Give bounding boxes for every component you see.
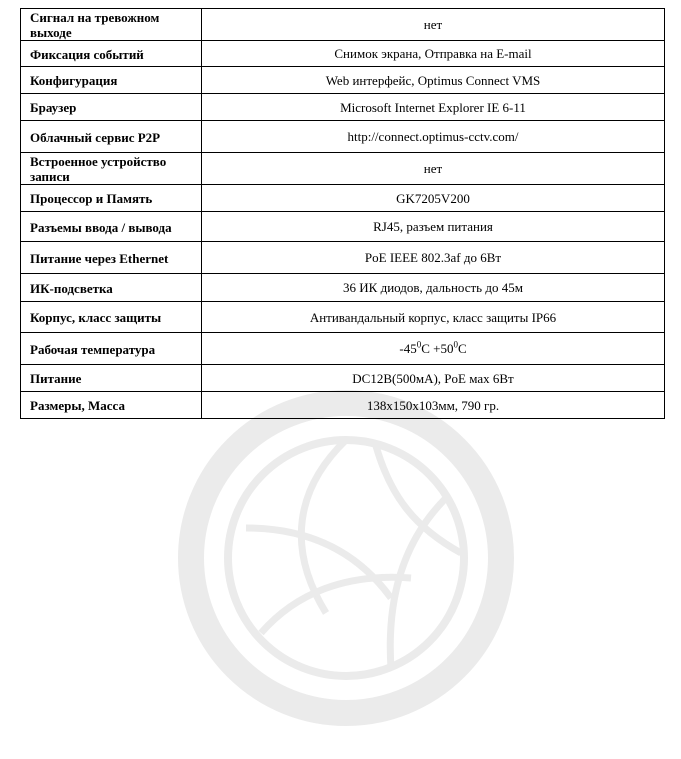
specification-table xyxy=(20,8,665,419)
value-cell xyxy=(202,333,665,365)
value-cell: Web интерфейс, Optimus Connect VMS xyxy=(202,67,665,94)
param-cell: Размеры, Масса xyxy=(21,392,202,419)
value-cell: Снимок экрана, Отправка на E-mail xyxy=(202,41,665,67)
value-cell: GK7205V200 xyxy=(202,185,665,212)
param-cell: Фиксация событий xyxy=(21,41,202,67)
param-cell: Облачный сервис P2P xyxy=(21,121,202,153)
table-row xyxy=(21,392,665,419)
param-cell: Питание xyxy=(21,365,202,392)
value-cell: http://connect.optimus-cctv.com/ xyxy=(202,121,665,153)
table-row xyxy=(21,153,665,185)
table-row xyxy=(21,242,665,274)
value-cell: 36 ИК диодов, дальность до 45м xyxy=(202,274,665,302)
table-row xyxy=(21,333,665,365)
param-cell: Конфигурация xyxy=(21,67,202,94)
value-cell: PoE IEEE 802.3af до 6Вт xyxy=(202,242,665,274)
table-row xyxy=(21,302,665,333)
param-cell: ИК-подсветка xyxy=(21,274,202,302)
table-row xyxy=(21,185,665,212)
param-cell: Встроенное устройство записи xyxy=(21,153,202,185)
param-cell: Сигнал на тревожном выходе xyxy=(21,9,202,41)
param-cell: Корпус, класс защиты xyxy=(21,302,202,333)
param-cell: Разъемы ввода / вывода xyxy=(21,212,202,242)
aperture-logo-icon xyxy=(176,378,516,738)
param-cell: Браузер xyxy=(21,94,202,121)
value-cell: DC12В(500мА), PoE мах 6Вт xyxy=(202,365,665,392)
temp-max: C +50 xyxy=(421,341,454,356)
value-cell: Антивандальный корпус, класс защиты IP66 xyxy=(202,302,665,333)
value-cell: Microsoft Internet Explorer IE 6-11 xyxy=(202,94,665,121)
table-row xyxy=(21,41,665,67)
table-row xyxy=(21,121,665,153)
value-cell: 138х150х103мм, 790 гр. xyxy=(202,392,665,419)
degree-sup: 0 xyxy=(453,339,458,350)
table-row xyxy=(21,212,665,242)
temp-unit: C xyxy=(457,341,467,356)
param-cell: Питание через Ethernet xyxy=(21,242,202,274)
table-row xyxy=(21,365,665,392)
value-cell: RJ45, разъем питания xyxy=(202,212,665,242)
value-cell: нет xyxy=(202,153,665,185)
table-row xyxy=(21,67,665,94)
table-row xyxy=(21,94,665,121)
degree-sup: 0 xyxy=(416,339,422,350)
value-cell: нет xyxy=(202,9,665,41)
param-cell: Рабочая температура xyxy=(21,333,202,365)
table-row xyxy=(21,9,665,41)
temp-min: -45 xyxy=(399,341,417,356)
param-cell: Процессор и Память xyxy=(21,185,202,212)
table-row xyxy=(21,274,665,302)
